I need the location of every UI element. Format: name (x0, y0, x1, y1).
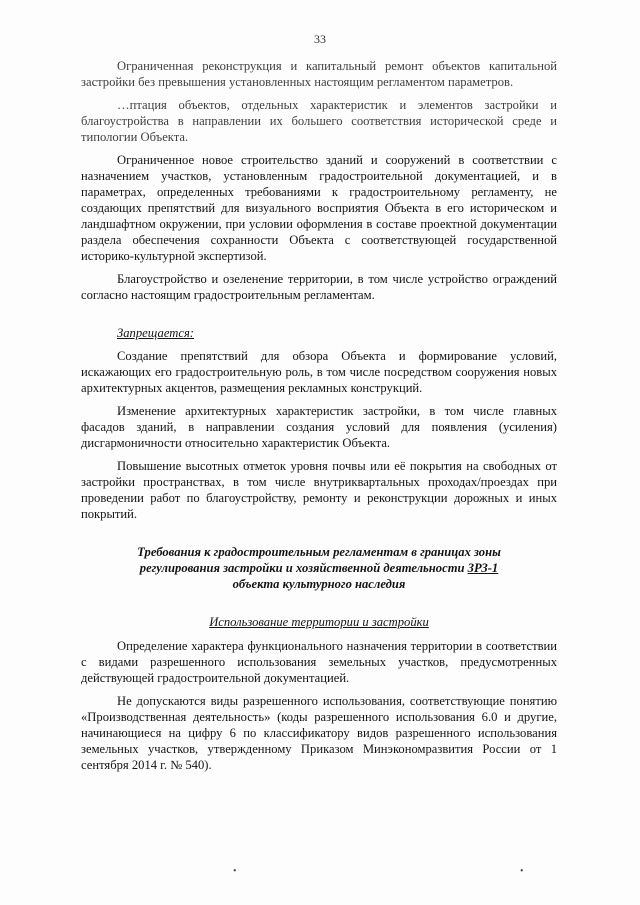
paragraph-new-construction: Ограниченное новое строительство зданий и сооружений в соответствии с назначением участков, установленным градостроительной документацией, и в параметрах, определенных требованиями к градостроительному регламенту, не создающих препятствий для визуального восприятия Объекта в его историческом и ландшафтном окружении, при условии оформления в составе проектной документации раздела обеспечения сохранности Объекта с соответствующей государственной историко-культурной экспертизой. (81, 153, 557, 263)
paragraph-obstruction: Создание препятствий для обзора Объекта и формирование условий, искажающих его градостроительную роль, в том числе посредством сооружения новых архитектурных акцентов, размещения рекламных конструкций. (81, 349, 557, 395)
section-title-line-2-text: регулирования застройки и хозяйственной деятельности (139, 561, 468, 575)
page-number: 33 (314, 32, 326, 46)
prohibited-heading: Запрещается: (117, 326, 194, 340)
paragraph-industrial-ban: Не допускаются виды разрешенного использования, соответствующие понятию «Производственная деятельность» (коды разрешенного использования 6.0 и другие, начинающиеся на цифру 6 по классификатору видов разрешенного использования земельных участков, утвержденному Приказом Минэкономразвития России от 1 сентября 2014 г. № 540). (81, 694, 557, 772)
section-title-line-3: объекта культурного наследия (232, 577, 406, 591)
paragraph-adaptation: …птация объектов, отдельных характеристик и элементов застройки и благоустройства в направлении их большего соответствия исторической среде и типологии Объекта. (81, 98, 557, 144)
section-title-line-1: Требования к градостроительным регламентам в границах зоны (137, 545, 501, 559)
section-title-line-2 (81, 560, 557, 576)
usage-heading: Использование территории и застройки (209, 615, 429, 629)
page-content (81, 58, 557, 773)
paragraph-functional-purpose: Определение характера функционального назначения территории в соответствии с видами разрешенного использования земельных участков, предусмотренных действующей градостроительной документацией. (81, 639, 557, 685)
paragraph-reconstruction: Ограниченная реконструкция и капитальный ремонт объектов капитальной застройки без превышения установленных настоящим регламентом параметров. (81, 59, 557, 89)
zone-code: ЗРЗ-1 (467, 561, 499, 575)
paragraph-facade-change: Изменение архитектурных характеристик застройки, в том числе главных фасадов зданий, в направлении создания условий для появления (усиления) дисгармоничности относительно характеристик Объекта. (81, 404, 557, 450)
footer-mark-left: • (233, 866, 237, 877)
paragraph-landscaping: Благоустройство и озеленение территории, в том числе устройство ограждений согласно настоящим градостроительным регламентам. (81, 272, 557, 302)
footer-mark-right: • (520, 866, 524, 877)
paragraph-ground-level: Повышение высотных отметок уровня почвы или её покрытия на свободных от застройки пространствах, в том числе внутриквартальных проходах/проездах при проведении работ по благоустройству, ремонту и реконструкции дорожных и иных покрытий. (81, 459, 557, 521)
